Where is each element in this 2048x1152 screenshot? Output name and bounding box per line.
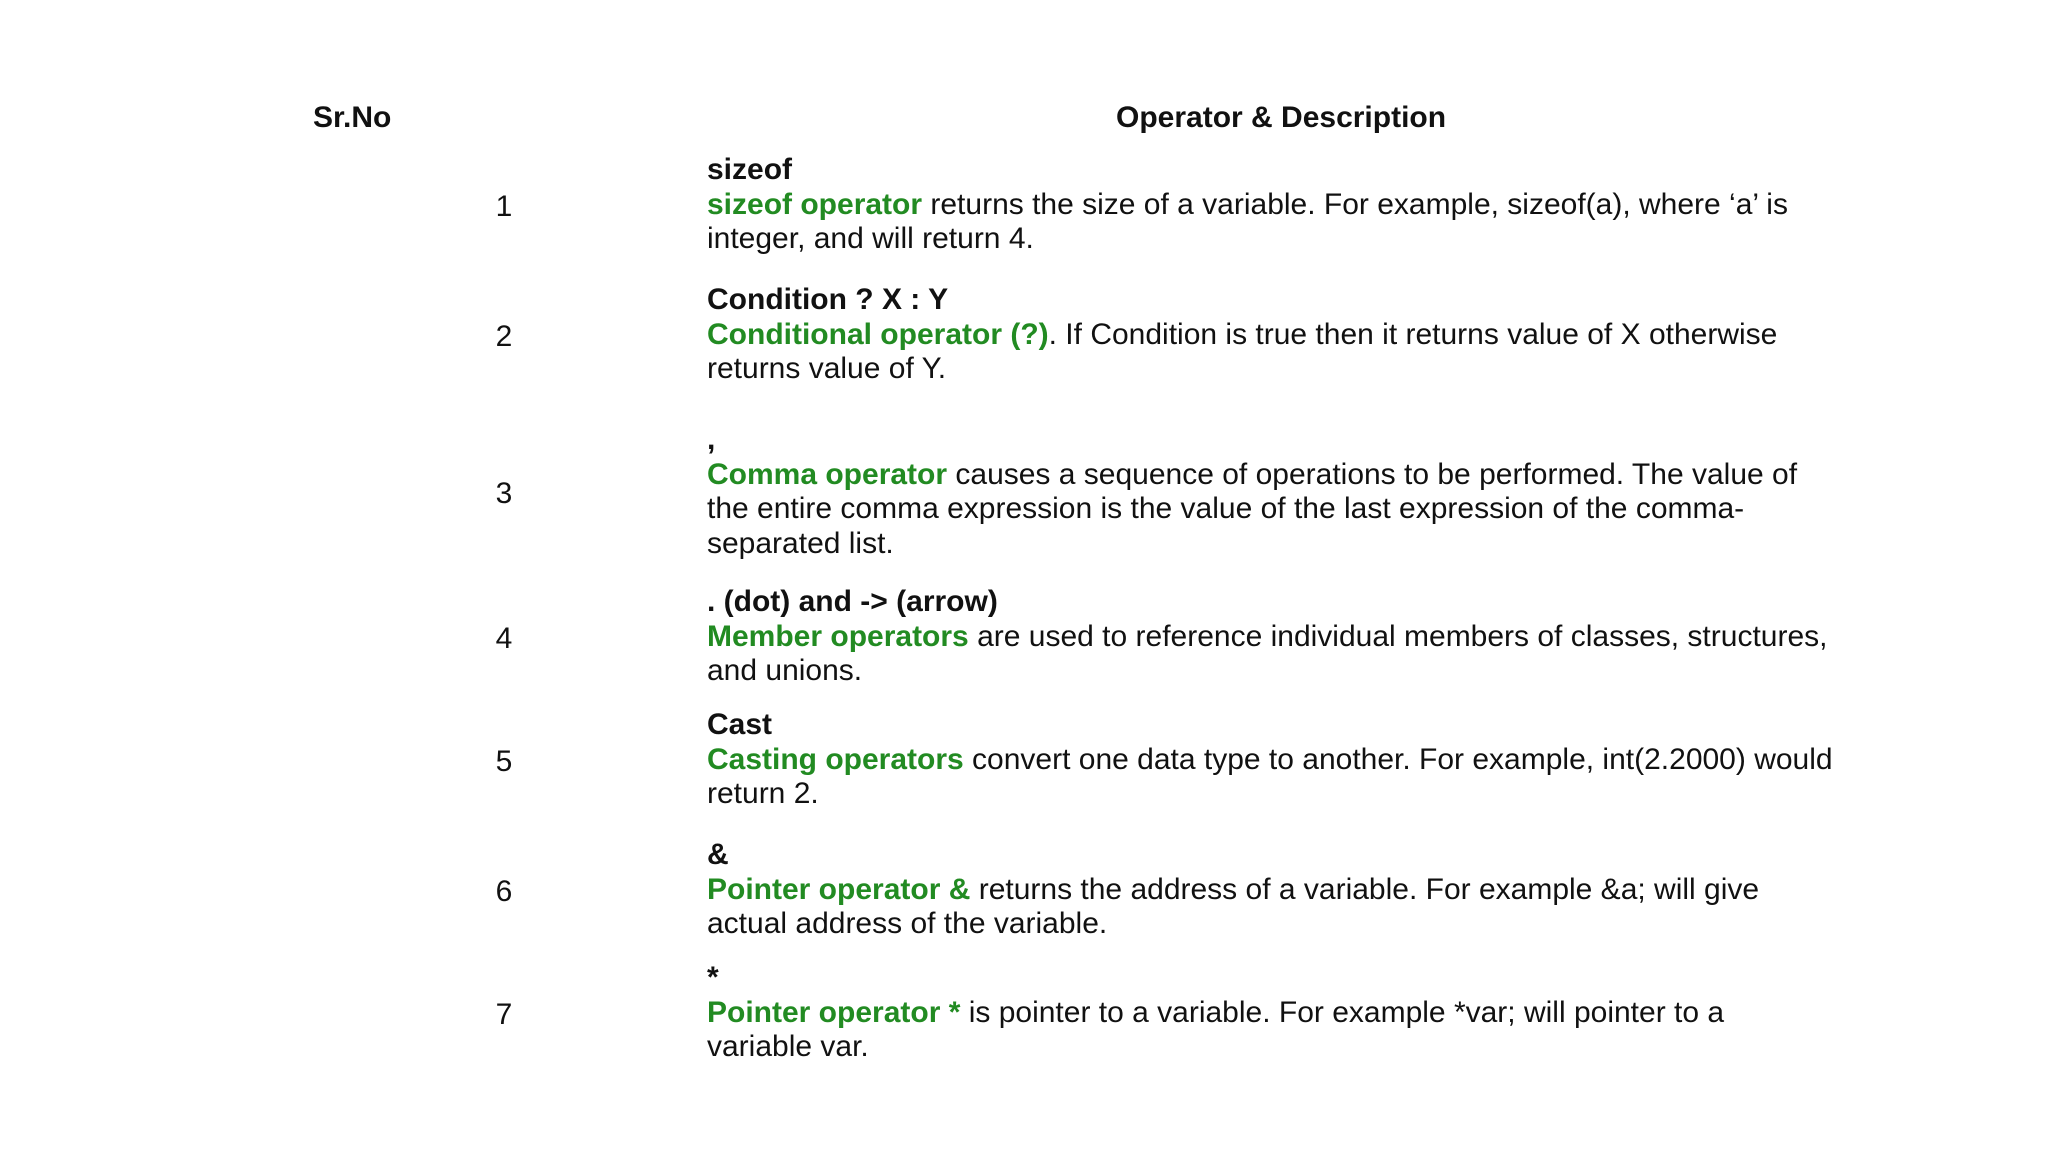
operator-detail: returns the size of a variable. For example, sizeof(a), where ‘a’ is integer, and will return 4. — [707, 187, 1788, 255]
operator-highlight: Pointer operator * — [707, 995, 961, 1029]
operator-description — [707, 458, 1837, 562]
operator-highlight: Comma operator — [707, 457, 948, 491]
operator-name: Condition ? X : Y — [707, 283, 949, 316]
operator-highlight: Casting operators — [707, 742, 964, 776]
row-description — [707, 708, 1837, 812]
operator-description — [707, 188, 1837, 257]
row-description — [707, 153, 1837, 257]
row-number: 2 — [495, 320, 513, 353]
operator-detail: returns the address of a variable. For example &a; will give actual address of the variable. — [707, 872, 1760, 940]
column-header-description: Operator & Description — [1116, 101, 1447, 134]
row-number: 1 — [495, 190, 513, 223]
operator-name: Cast — [707, 708, 773, 741]
operator-description — [707, 873, 1837, 942]
operator-detail: causes a sequence of operations to be performed. The value of the entire comma expression is the value of the last expression of the comma-separated list. — [707, 457, 1798, 560]
row-number: 4 — [495, 622, 513, 655]
operator-description — [707, 620, 1837, 689]
operator-detail: are used to reference individual members of classes, structures, and unions. — [707, 619, 1828, 687]
operator-name: sizeof — [707, 153, 793, 186]
row-description — [707, 423, 1837, 561]
row-number: 6 — [495, 875, 513, 908]
row-number: 5 — [495, 745, 513, 778]
operator-highlight: Conditional operator (?) — [707, 317, 1049, 351]
operator-description — [707, 318, 1837, 387]
column-header-srno: Sr.No — [313, 101, 392, 134]
row-description — [707, 585, 1837, 689]
operator-name: . (dot) and -> (arrow) — [707, 585, 998, 618]
operator-highlight: Member operators — [707, 619, 969, 653]
operator-highlight: Pointer operator & — [707, 872, 971, 906]
row-description — [707, 838, 1837, 942]
operator-description — [707, 743, 1837, 812]
operator-detail: convert one data type to another. For example, int(2.2000) would return 2. — [707, 742, 1833, 810]
row-number: 7 — [495, 998, 513, 1031]
operator-name: * — [707, 961, 719, 994]
operator-name: , — [707, 423, 716, 456]
operator-name: & — [707, 838, 729, 871]
row-number: 3 — [495, 477, 513, 510]
operator-description — [707, 996, 1837, 1065]
row-description — [707, 961, 1837, 1065]
row-description — [707, 283, 1837, 387]
operator-detail: is pointer to a variable. For example *var; will pointer to a variable var. — [707, 995, 1725, 1063]
operator-highlight: sizeof operator — [707, 187, 923, 221]
operator-detail: . If Condition is true then it returns value of X otherwise returns value of Y. — [707, 317, 1778, 385]
